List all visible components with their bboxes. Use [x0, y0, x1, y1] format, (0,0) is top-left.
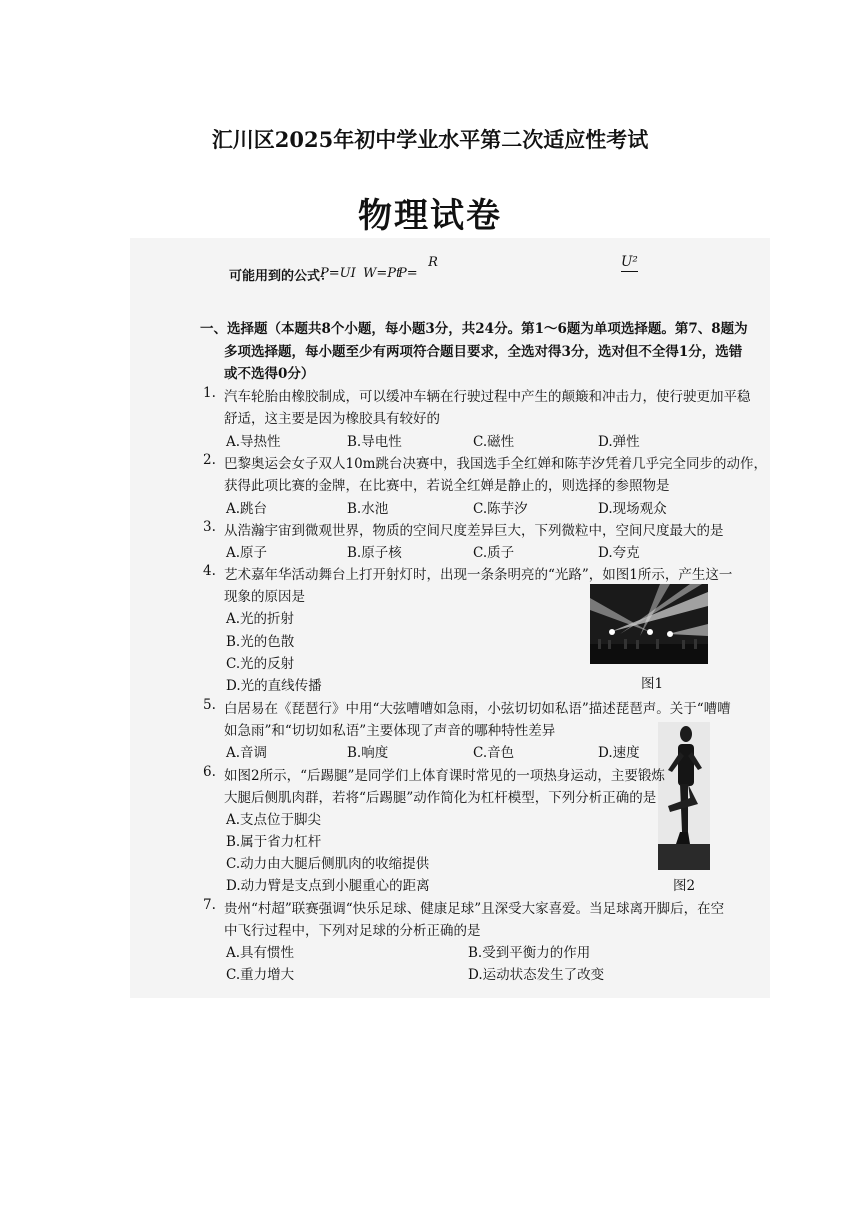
- option-b: B.光的色散: [226, 634, 295, 650]
- formula-denominator: R: [428, 255, 438, 270]
- question-text: 贵州“村超”联赛强调“快乐足球、健康足球”且深受大家喜爱。当足球离开脚后，在空: [224, 901, 725, 917]
- option-c: C.磁性: [473, 434, 515, 450]
- exam-title: 物理试卷: [358, 196, 502, 236]
- formula-fraction: [418, 253, 638, 273]
- option-b: B.属于省力杠杆: [226, 834, 322, 850]
- exam-subtitle: 汇川区2025年初中学业水平第二次适应性考试: [211, 127, 649, 152]
- formula-power-resistance-lhs: P=: [398, 266, 418, 281]
- figure-1-caption: 图1: [641, 676, 664, 692]
- option-d: D.弹性: [598, 434, 640, 450]
- option-a: A.音调: [226, 745, 268, 761]
- question-number: 6.: [203, 764, 216, 780]
- option-b: B.导电性: [347, 434, 402, 450]
- option-c: C.光的反射: [226, 656, 295, 672]
- question-text: 舒适，这主要是因为橡胶具有较好的: [224, 411, 440, 427]
- question-number: 4.: [203, 563, 216, 579]
- option-a: A.跳台: [226, 501, 268, 517]
- formula-power: P=UI: [320, 266, 356, 281]
- question-text: 艺术嘉年华活动舞台上打开射灯时，出现一条条明亮的“光路”，如图1所示，产生这一: [224, 567, 733, 583]
- formula-numerator: U²: [621, 254, 638, 270]
- question-text: 如急雨”和“切切如私语”主要体现了声音的哪种特性差异: [224, 723, 556, 739]
- question-number: 5.: [203, 697, 216, 713]
- question-number: 7.: [203, 897, 216, 913]
- question-text: 获得此项比赛的金牌，在比赛中，若说全红婵是静止的，则选择的参照物是: [224, 478, 670, 494]
- question-number: 1.: [203, 385, 216, 401]
- question-text: 汽车轮胎由橡胶制成，可以缓冲车辆在行驶过程中产生的颠簸和冲击力，使行驶更加平稳: [224, 389, 751, 405]
- question-number: 3.: [203, 519, 216, 535]
- option-a: A.支点位于脚尖: [226, 812, 322, 828]
- option-b: B.受到平衡力的作用: [468, 945, 591, 961]
- question-number: 2.: [203, 452, 216, 468]
- question-text: 巴黎奥运会女子双人10m跳台决赛中，我国选手全红婵和陈芋汐凭着几乎完全同步的动作，: [224, 456, 767, 472]
- option-c: C.质子: [473, 545, 515, 561]
- section-instructions-line2: 多项选择题，每小题至少有两项符合题目要求，全选对得3分，选对但不全得1分，选错: [224, 344, 743, 360]
- option-b: B.水池: [347, 501, 389, 517]
- option-a: A.导热性: [226, 434, 281, 450]
- option-d: D.现场观众: [598, 501, 667, 517]
- option-a: A.原子: [226, 545, 268, 561]
- option-d: D.运动状态发生了改变: [468, 967, 605, 983]
- question-text: 从浩瀚宇宙到微观世界，物质的空间尺度差异巨大，下列微粒中，空间尺度最大的是: [224, 523, 724, 539]
- option-b: B.原子核: [347, 545, 402, 561]
- option-d: D.光的直线传播: [226, 678, 322, 694]
- option-a: A.具有惯性: [226, 945, 295, 961]
- figure-2-caption: 图2: [673, 878, 696, 894]
- option-d: D.动力臂是支点到小腿重心的距离: [226, 878, 430, 894]
- option-c: C.动力由大腿后侧肌肉的收缩提供: [226, 856, 430, 872]
- stage-spotlight-figure: [590, 584, 708, 664]
- question-text: 现象的原因是: [224, 589, 305, 605]
- option-c: C.音色: [473, 745, 515, 761]
- option-c: C.重力增大: [226, 967, 295, 983]
- section-instructions-line3: 或不选得0分）: [224, 366, 315, 382]
- question-text: 白居易在《琵琶行》中用“大弦嘈嘈如急雨，小弦切切如私语”描述琵琶声。关于“嘈嘈: [224, 701, 731, 717]
- formula-label: 可能用到的公式：: [229, 269, 334, 284]
- section-instructions-line1: 一、选择题（本题共8个小题，每小题3分，共24分。第1～6题为单项选择题。第7、8题为: [200, 321, 748, 337]
- option-c: C.陈芋汐: [473, 501, 528, 517]
- runner-kick-figure: [658, 722, 710, 870]
- option-d: D.夸克: [598, 545, 640, 561]
- question-text: 中飞行过程中，下列对足球的分析正确的是: [224, 923, 481, 939]
- option-b: B.响度: [347, 745, 389, 761]
- formula-work: W=Pt: [363, 266, 402, 281]
- option-d: D.速度: [598, 745, 640, 761]
- question-text: 如图2所示，“后踢腿”是同学们上体育课时常见的一项热身运动，主要锻炼: [224, 768, 665, 784]
- question-text: 大腿后侧肌肉群，若将“后踢腿”动作简化为杠杆模型，下列分析正确的是: [224, 790, 657, 806]
- option-a: A.光的折射: [226, 611, 295, 627]
